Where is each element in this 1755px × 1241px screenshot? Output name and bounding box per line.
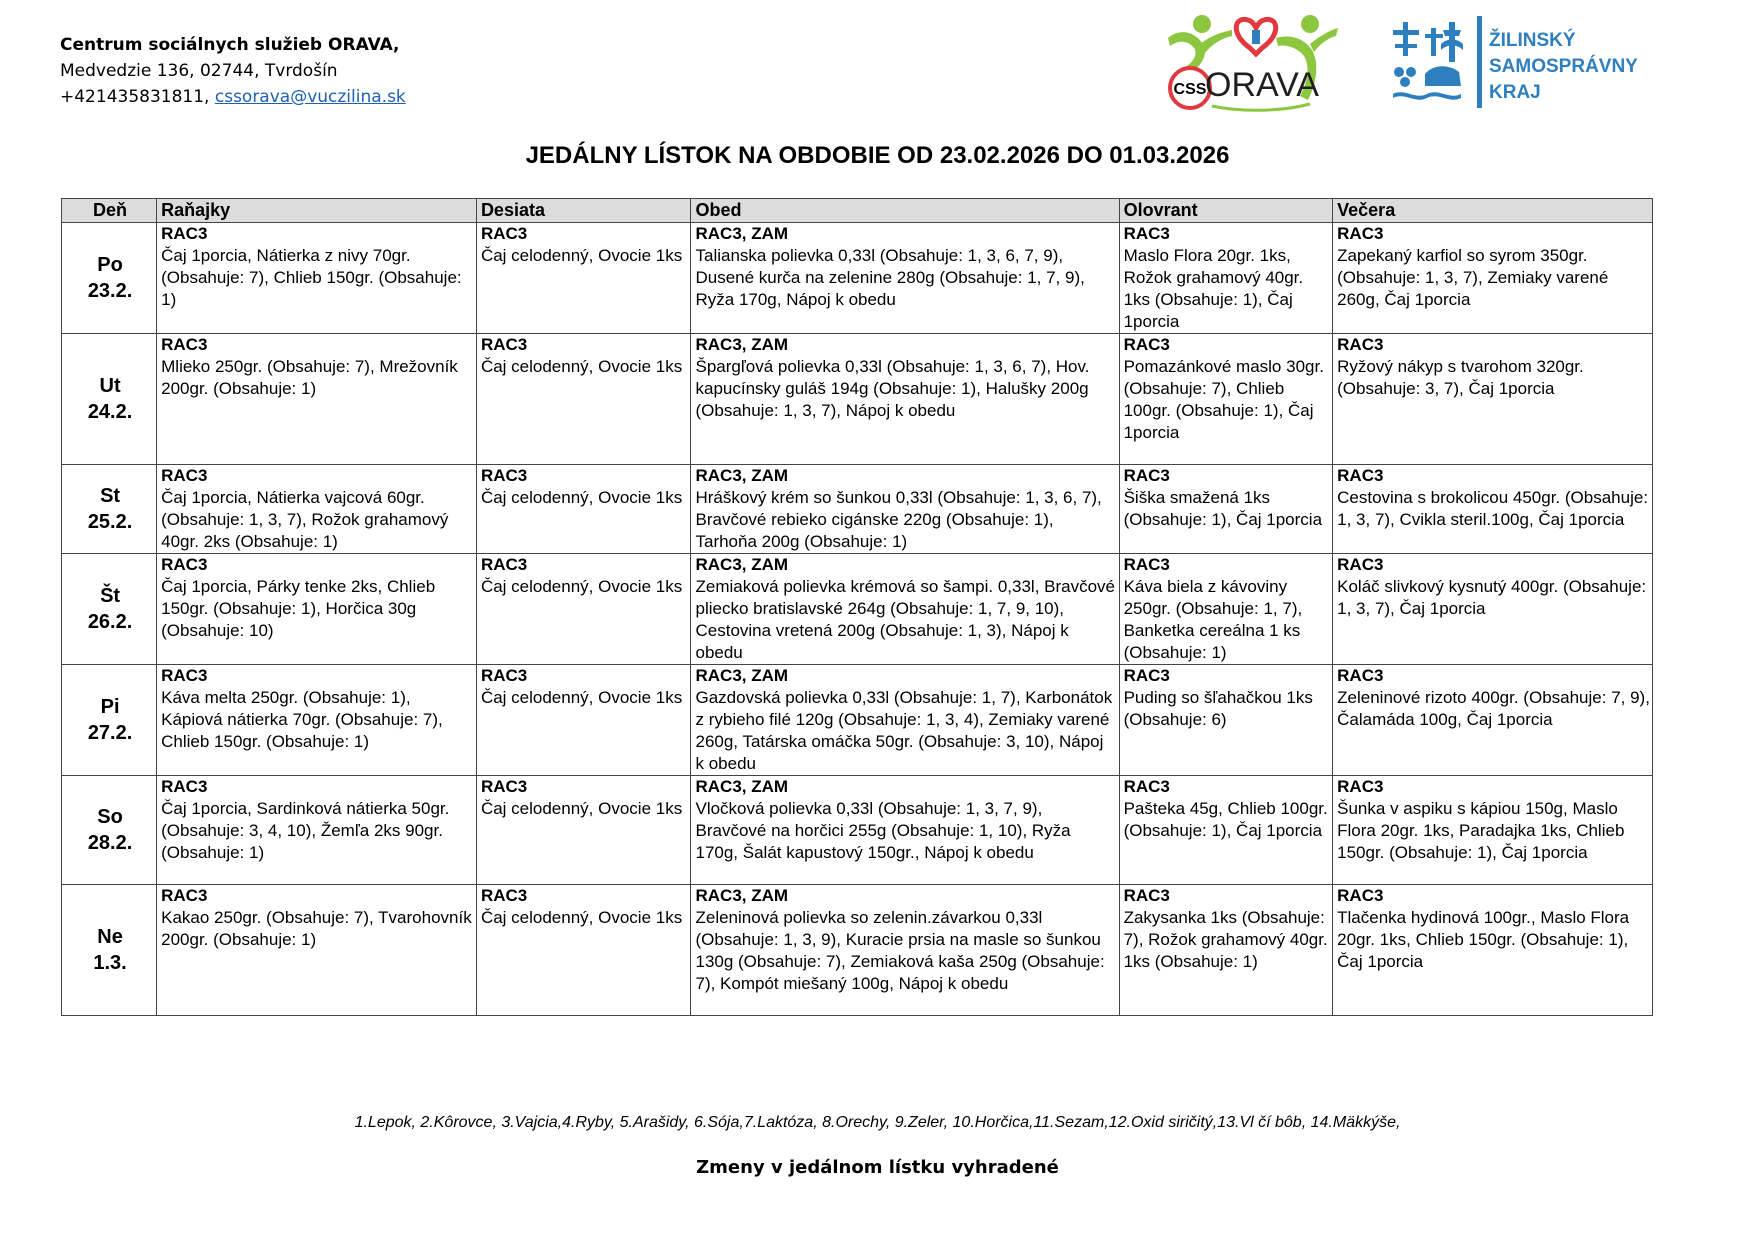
dinner-cell [1333,334,1653,465]
meal-text: Tlačenka hydinová 100gr., Maslo Flora 20gr. 1ks, Chlieb 150gr. (Obsahuje: 1), Čaj 1porcia [1337,908,1630,971]
day-cell [62,665,157,776]
lunch-cell [691,554,1119,665]
day-name: Ne [97,926,123,948]
lunch-cell [691,776,1119,885]
col-header-afternoon-snack: Olovrant [1119,199,1333,223]
meal-text: Zeleninové rizoto 400gr. (Obsahuje: 7, 9), Čalamáda 100g, Čaj 1porcia [1337,688,1650,729]
diet-code: RAC3 [1337,335,1384,354]
zsk-text-line-1: ŽILINSKÝ [1489,30,1576,51]
col-header-snack: Desiata [476,199,691,223]
day-name: Po [97,254,123,276]
meal-text: Zakysanka 1ks (Obsahuje: 7), Rožok grahamový 40gr. 1ks (Obsahuje: 1) [1123,908,1328,971]
snack-cell [476,665,691,776]
diet-code: RAC3 [161,886,208,905]
meal-text: Vločková polievka 0,33l (Obsahuje: 1, 3, 7, 9), Bravčové na horčici 255g (Obsahuje: 1, 10), Ryža 170g, Šalát kapustový 150gr., Nápoj k obedu [695,799,1071,862]
diet-code: RAC3, ZAM [695,224,789,243]
day-cell [62,554,157,665]
day-date: 23.2. [87,280,133,302]
meal-text: Čaj celodenný, Ovocie 1ks [480,799,683,818]
dinner-cell [1333,885,1653,1016]
meal-text: Kakao 250gr. (Obsahuje: 7), Tvarohovník 200gr. (Obsahuje: 1) [161,908,472,949]
day-date: 28.2. [87,832,133,854]
meal-text: Špargľová polievka 0,33l (Obsahuje: 1, 3, 6, 7), Hov. kapucínsky guláš 194g (Obsahuje: 1), Halušky 200g (Obsahuje: 1, 3, 7), Nápoj k obedu [695,357,1090,420]
dinner-cell [1333,665,1653,776]
css-badge-text: CSS [1173,81,1207,98]
diet-code: RAC3 [480,555,528,574]
dinner-cell [1333,554,1653,665]
meal-text: Čaj celodenný, Ovocie 1ks [480,488,683,507]
diet-code: RAC3, ZAM [695,777,789,796]
org-phone: +421435831811, [60,87,210,107]
diet-code: RAC3 [161,666,208,685]
day-name: St [100,485,121,507]
diet-code: RAC3 [480,666,528,685]
snack-cell [476,334,691,465]
afternoon-snack-cell [1119,776,1333,885]
diet-code: RAC3 [480,886,528,905]
meal-text: Čaj 1porcia, Sardinková nátierka 50gr. (Obsahuje: 3, 4, 10), Žemľa 2ks 90gr. (Obsahuje: 1) [161,799,450,862]
meal-text: Mlieko 250gr. (Obsahuje: 7), Mrežovník 200gr. (Obsahuje: 1) [161,357,458,398]
diet-code: RAC3 [161,224,208,243]
diet-code: RAC3 [1123,466,1170,485]
lunch-cell [691,885,1119,1016]
day-name: Ut [99,375,121,397]
meal-text: Puding so šľahačkou 1ks (Obsahuje: 6) [1123,688,1313,729]
meal-text: Čaj celodenný, Ovocie 1ks [480,688,683,707]
lunch-cell [691,665,1119,776]
meal-text: Zemiaková polievka krémová so šampi. 0,33l, Bravčové pliecko bratislavské 264g (Obsahuje: 1, 7, 9, 10), Cestovina vretená 200g (Obsahuje: 1, 3), Nápoj k obedu [695,577,1115,662]
diet-code: RAC3 [1123,666,1170,685]
diet-code: RAC3, ZAM [695,555,789,574]
diet-code: RAC3 [1337,555,1384,574]
day-cell [62,334,157,465]
diet-code: RAC3 [161,335,208,354]
css-badge [1170,68,1210,108]
col-header-lunch: Obed [691,199,1119,223]
afternoon-snack-cell [1119,465,1333,554]
css-orava-logo [1160,8,1340,116]
diet-code: RAC3 [161,555,208,574]
diet-code: RAC3 [480,466,528,485]
zsk-divider [1477,16,1482,108]
dinner-cell [1333,223,1653,334]
snack-cell [476,885,691,1016]
afternoon-snack-cell [1119,223,1333,334]
diet-code: RAC3, ZAM [695,466,789,485]
meal-text: Maslo Flora 20gr. 1ks, Rožok grahamový 40gr. 1ks (Obsahuje: 1), Čaj 1porcia [1123,246,1304,331]
table-row [62,465,1653,554]
meal-text: Šunka v aspiku s kápiou 150g, Maslo Flora 20gr. 1ks, Paradajka 1ks, Chlieb 150gr. (Obsahuje: 1), Čaj 1porcia [1337,799,1625,862]
day-date: 24.2. [87,401,133,423]
snack-cell [476,554,691,665]
col-header-day: Deň [62,199,157,223]
org-contact [60,84,406,110]
meal-text: Čaj celodenný, Ovocie 1ks [480,357,683,376]
diet-code: RAC3 [161,777,208,796]
meal-text: Čaj 1porcia, Nátierka vajcová 60gr. (Obsahuje: 1, 3, 7), Rožok grahamový 40gr. 2ks (Obsahuje: 1) [161,488,449,551]
diet-code: RAC3, ZAM [695,335,789,354]
organization-info [60,32,406,110]
diet-code: RAC3 [1123,224,1170,243]
orava-logo-text: ORAVA [1205,66,1319,104]
breakfast-cell [157,334,477,465]
lunch-cell [691,465,1119,554]
diet-code: RAC3 [1123,777,1170,796]
dinner-cell [1333,776,1653,885]
diet-code: RAC3 [1337,666,1384,685]
heart-icon [1236,19,1276,54]
breakfast-cell [157,665,477,776]
day-name: So [97,806,123,828]
coat-of-arms-icon [1393,22,1463,100]
meal-text: Káva melta 250gr. (Obsahuje: 1), Kápiová nátierka 70gr. (Obsahuje: 7), Chlieb 150gr. (Obsahuje: 1) [161,688,443,751]
afternoon-snack-cell [1119,554,1333,665]
diet-code: RAC3 [480,224,528,243]
meal-text: Káva biela z kávoviny 250gr. (Obsahuje: 1, 7), Banketka cereálna 1 ks (Obsahuje: 1) [1123,577,1303,662]
table-row [62,334,1653,465]
meal-text: Čaj celodenný, Ovocie 1ks [480,577,683,596]
meal-text: Šiška smažená 1ks (Obsahuje: 1), Čaj 1porcia [1123,488,1323,529]
day-date: 25.2. [87,511,133,533]
day-date: 27.2. [87,722,133,744]
meal-text: Cestovina s brokolicou 450gr. (Obsahuje: 1, 3, 7), Cvikla steril.100g, Čaj 1porcia [1337,488,1649,529]
col-header-dinner: Večera [1333,199,1653,223]
diet-code: RAC3 [1337,886,1384,905]
meal-text: Pašteka 45g, Chlieb 100gr. (Obsahuje: 1), Čaj 1porcia [1123,799,1328,840]
snack-cell [476,465,691,554]
dinner-cell [1333,465,1653,554]
day-name: Pi [100,696,120,718]
meal-text: Hráškový krém so šunkou 0,33l (Obsahuje: 1, 3, 6, 7), Bravčové rebieko cigánske 220g (Obsahuje: 1), Tarhoňa 200g (Obsahuje: 1) [695,488,1102,551]
day-date: 26.2. [87,611,133,633]
org-address: Medvedzie 136, 02744, Tvrdošín [60,61,338,81]
day-cell [62,465,157,554]
meal-text: Čaj celodenný, Ovocie 1ks [480,246,683,265]
breakfast-cell [157,776,477,885]
breakfast-cell [157,465,477,554]
afternoon-snack-cell [1119,334,1333,465]
lunch-cell [691,334,1119,465]
diet-code: RAC3 [480,777,528,796]
day-cell [62,223,157,334]
snack-cell [476,776,691,885]
diet-code: RAC3 [480,335,528,354]
diet-code: RAC3 [161,466,208,485]
meal-text: Čaj celodenný, Ovocie 1ks [480,908,683,927]
diet-code: RAC3 [1123,555,1170,574]
lunch-cell [691,223,1119,334]
breakfast-cell [157,554,477,665]
menu-title: JEDÁLNY LÍSTOK NA OBDOBIE OD 23.02.2026 DO 01.03.2026 [525,142,1230,169]
meal-text: Pomazánkové maslo 30gr. (Obsahuje: 7), Chlieb 100gr. (Obsahuje: 1), Čaj 1porcia [1123,357,1324,442]
table-row [62,554,1653,665]
breakfast-cell [157,223,477,334]
diet-code: RAC3 [1337,224,1384,243]
day-cell [62,885,157,1016]
menu-table [61,198,1653,1016]
diet-code: RAC3 [1337,777,1384,796]
table-row [62,885,1653,1016]
day-cell [62,776,157,885]
diet-code: RAC3 [1337,466,1384,485]
table-row [62,223,1653,334]
meal-text: Gazdovská polievka 0,33l (Obsahuje: 1, 7), Karbonátok z rybieho filé 120g (Obsahuje: 1, 3, 4), Zemiaky varené 260g, Tatárska omáčka 50gr. (Obsahuje: 3, 10), Nápoj k obedu [695,688,1113,773]
meal-text: Čaj 1porcia, Párky tenke 2ks, Chlieb 150gr. (Obsahuje: 1), Horčica 30g (Obsahuje: 10) [161,577,436,640]
table-row [62,776,1653,885]
zsk-text-line-3: KRAJ [1489,82,1541,103]
table-row [62,665,1653,776]
zsk-logo [1385,8,1645,116]
menu-header-row [62,199,1653,223]
meal-text: Talianska polievka 0,33l (Obsahuje: 1, 3, 6, 7, 9), Dusené kurča na zelenine 280g (Obsahuje: 1, 7, 9), Ryža 170g, Nápoj k obedu [695,246,1085,309]
afternoon-snack-cell [1119,885,1333,1016]
diet-code: RAC3 [1123,886,1170,905]
meal-text: Ryžový nákyp s tvarohom 320gr. (Obsahuje: 3, 7), Čaj 1porcia [1337,357,1584,398]
org-name: Centrum sociálnych služieb ORAVA, [60,35,400,55]
zsk-text-line-2: SAMOSPRÁVNY [1489,56,1638,77]
day-date: 1.3. [93,952,127,974]
snack-cell [476,223,691,334]
breakfast-cell [157,885,477,1016]
allergen-legend: 1.Lepok, 2.Kôrovce, 3.Vajcia,4.Ryby, 5.Arašidy, 6.Sója,7.Laktóza, 8.Orechy, 9.Zeler, 10.Horčica,11.Sezam,12.Oxid siričitý,13.Vl čí bôb, 14.Mäkkýše, [354,1114,1401,1131]
meal-text: Zapekaný karfiol so syrom 350gr. (Obsahuje: 1, 3, 7), Zemiaky varené 260g, Čaj 1porcia [1337,246,1609,309]
diet-code: RAC3, ZAM [695,886,789,905]
diet-code: RAC3 [1123,335,1170,354]
day-name: Št [100,585,121,607]
changes-note: Zmeny v jedálnom lístku vyhradené [696,1157,1059,1178]
diet-code: RAC3, ZAM [695,666,789,685]
col-header-breakfast: Raňajky [157,199,477,223]
meal-text: Čaj 1porcia, Nátierka z nivy 70gr. (Obsahuje: 7), Chlieb 150gr. (Obsahuje: 1) [161,246,462,309]
afternoon-snack-cell [1119,665,1333,776]
meal-text: Koláč slivkový kysnutý 400gr. (Obsahuje: 1, 3, 7), Čaj 1porcia [1337,577,1647,618]
org-email-link[interactable]: cssorava@vuczilina.sk [214,87,406,107]
meal-text: Zeleninová polievka so zelenin.závarkou 0,33l (Obsahuje: 1, 3, 9), Kuracie prsia na masle so šunkou 130g (Obsahuje: 7), Zemiaková kaša 250g (Obsahuje: 7), Kompót miešaný 100g, Nápoj k obedu [695,908,1105,993]
